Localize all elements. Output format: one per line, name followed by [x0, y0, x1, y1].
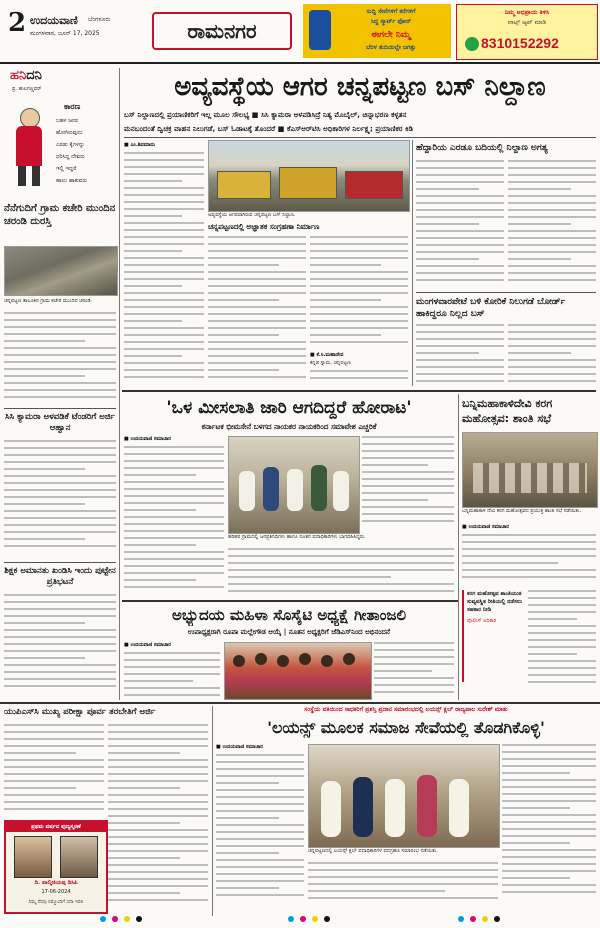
story4-headline: ಅಭ್ಯುದಯ ಮಹಿಳಾ ಸೊಸೈಟಿ ಅಧ್ಯಕ್ಷೆ ಗೀತಾಂಜಲಿ — [171, 606, 406, 624]
section-rule-1 — [122, 390, 596, 392]
drain-photo — [4, 246, 118, 296]
column-author: ಪ್ರ. ಹುಲಗಣ್ಣವರ್ — [12, 86, 42, 92]
bottom-left-body-2 — [108, 724, 208, 904]
lions-photo — [308, 744, 500, 848]
main-subhead-rule — [124, 137, 596, 138]
poem-line: ಧರಿಸಿದ್ದ ದೇವರು — [56, 154, 85, 160]
drain-photo-caption: ಚನ್ನಪಟ್ಟಣ ತಾಲೂಕಿನ ಗ್ರಾಮ ಕಚೇರಿ ಮುಂದಿನ ಚರಂಡಿ. — [4, 298, 93, 304]
advert-whatsapp-phone: 8310152292 — [481, 35, 559, 51]
story3-photo-caption: ಬನ್ನಿಮಹಾಕಾಳಿ ದೇವಿ ಕರಗ ಮಹೋತ್ಸವದ ಪ್ರಯುಕ್ತ ಶಾಂತಿ ಸಭೆ ನಡೆಯಿತು. — [462, 508, 582, 514]
story4-photo — [224, 642, 372, 700]
advert-whatsapp-line1: ನಿಮ್ಮ ಅಭಿಪ್ರಾಯ ತಿಳಿಸಿ — [504, 9, 550, 16]
main-side-byline: ■ ಕೆ.ಸಿ.ಮಹಾದೇವ — [310, 352, 344, 358]
dani-label: ದನಿ — [26, 68, 42, 83]
bottom-left-headline: ಯುಪಿಎಸ್‌ಸಿ ಮುಖ್ಯ ಪರೀಕ್ಷಾ ಪೂರ್ವ ತರಬೇತಿಗೆ ಅರ್ಜಿ — [4, 707, 156, 717]
bottom-divider — [212, 706, 213, 916]
story3-quote-author: ಪೊಲೀಸ್ ಅಧಿಕಾರಿ — [467, 618, 497, 624]
whatsapp-icon — [465, 37, 479, 51]
main-byline: ■ ಎಂ.ಶಿವಮಾದು — [124, 142, 156, 148]
story2-subhead: ಕರ್ನಾಟಕ ಭೀಮಸೇನೆ ಬಳಗದ ನಾಯಕರ ನಾಯಕರಿಂದ ಸಮಾವೇಶ ಎಚ್ಚರಿಕೆ — [201, 422, 377, 431]
main-headline: ಅವ್ಯವಸ್ಥೆಯ ಆಗರ ಚನ್ನಪಟ್ಟಣ ಬಸ್ ನಿಲ್ದಾಣ — [174, 72, 546, 102]
main-side-byline-2: ಕನ್ನಡ ಸ್ನಾಮ, ಚನ್ನಪಟ್ಟಣ — [310, 360, 351, 366]
obituary-portrait-2 — [60, 836, 98, 878]
advert-smartphone-line1: ಸುದ್ದಿ ಸೇವೆಗಳಿಗೆ ಕರೆಗಳಿಗೆ — [366, 8, 416, 15]
story2-right-divider — [458, 394, 459, 700]
bottom-right-kicker: ಸಂಸ್ಥೆಯ ವತಿಯಿಂದ ಸಾಧಕರಿಗೆ ಪ್ರಶಸ್ತಿ ಪ್ರದಾನ ಸಮಾರಂಭದಲ್ಲಿ ಲಯನ್ಸ್ ಕ್ಲಬ್ ರಾಜ್ಯಪಾಲ ಸುರೇಶ್ ಮಾತು — [304, 706, 508, 713]
sidebar-rule-1 — [4, 408, 116, 409]
bus-stand-caption: ಅವ್ಯವಸ್ಥೆಯ ಆಗರವಾಗಿರುವ ಚನ್ನಪಟ್ಟಣ ಬಸ್ ನಿಲ್ದಾಣ. — [208, 212, 296, 218]
paper-name: ಉದಯವಾಣಿ — [30, 14, 78, 27]
hani-dani-logo — [10, 68, 42, 83]
page-number: 2 — [8, 8, 27, 38]
story4-byline: ■ ಉದಯವಾಣಿ ಸಮಾಚಾರ — [124, 642, 171, 648]
right-headline-1: ಹೆದ್ದಾರಿಯ ಎರಡೂ ಬದಿಯಲ್ಲಿ ನಿಲ್ದಾಣ ಅಗತ್ಯ — [416, 143, 548, 153]
bottom-right-body-2 — [308, 862, 498, 904]
story2-body-1 — [124, 446, 224, 596]
advert-smartphone — [303, 4, 451, 58]
main-body-col-2 — [208, 236, 306, 384]
right-headline-2: ಮಂಗಳವಾರಪೇಟೆ ಬಳಿ ಕೋರಿಕೆ ನಿಲುಗಡೆ ಬೋರ್ಡ್ ಹಾಕಿದ್ದರೂ ನಿಲ್ಲದ ಬಸ್ — [416, 297, 566, 319]
story2-byline: ■ ಉದಯವಾಣಿ ಸಮಾಚಾರ — [124, 436, 171, 442]
main-body-col-1 — [124, 152, 204, 384]
section-rule-2 — [122, 600, 458, 602]
right-rule-1 — [416, 292, 596, 293]
main-inner-subhead: ಚನ್ನಪಟ್ಟಣದಲ್ಲಿ ಅಜ್ಞಾತಕ ಸಂಗ್ರಹಣಾ ನಿರ್ಮಾಣ — [208, 222, 320, 231]
bottom-right-body-3 — [502, 744, 596, 904]
lions-photo-caption: ಚನ್ನಪಟ್ಟಣದಲ್ಲಿ ಲಯನ್ಸ್ ಕ್ಲಬ್ ಪದಾಧಿಕಾರಿಗಳ ಪದಗ್ರಹಣ ಸಮಾರಂಭ ನಡೆಯಿತು. — [308, 848, 438, 854]
obituary-name: ದಿ. ವಾಲ್ಮೀಕಿಯಪ್ಪ ಡಿಸಿಪಿ — [34, 880, 78, 886]
sidebar-headline-1: ನೆನೆಗುದಿಗೆ ಗ್ರಾಮ ಕಚೇರಿ ಮುಂದಿನ ಚರಂಡಿ ದುರಸ್ತಿ — [4, 203, 116, 227]
bottom-right-byline: ■ ಉದಯವಾಣಿ ಸಮಾಚಾರ — [216, 744, 263, 750]
story2-photo-caption: ಹರಿಹರ ಗ್ರಾಮದಲ್ಲಿ ಜನಪ್ರತಿನಿಧಿಗಳು ಹಾಗೂ ನೂತನ ಪದಾಧಿಕಾರಿಗಳು ಭಾಗವಹಿಸಿದ್ದರು. — [228, 534, 366, 540]
sidebar-rule-2 — [4, 562, 116, 563]
advert-smartphone-line4: ಬೆರಳ ತುದಿಯಲ್ಲೇ ಜಗತ್ತು — [366, 44, 416, 51]
sidebar-body-2 — [4, 440, 116, 558]
hani-dani-column — [4, 68, 116, 294]
story3-body-1 — [462, 534, 596, 586]
story4-subhead: ಉಪಾಧ್ಯಕ್ಷರಾಗಿ ರೂಪಾ ಮಲ್ಲೇಗೌಡ ಆಯ್ಕೆ | ನೂತನ ಅಧ್ಯಕ್ಷರಿಗೆ ಜೆಡಿಎಸ್‌ನಿಂದ ಅಭಿನಂದನೆ — [187, 628, 391, 636]
advert-smartphone-line3: ಈಗಲೇ ನಿಮ್ಮ — [371, 30, 411, 40]
obituary-title: ಪ್ರಥಮ ವರ್ಷದ ಪುಣ್ಯಸ್ಮರಣೆ — [6, 822, 106, 832]
masthead-rule — [0, 62, 600, 64]
cartoon-figure — [8, 108, 50, 188]
story4-body-1 — [124, 652, 220, 700]
sidebar-divider — [119, 68, 120, 700]
issue-date: ಮಂಗಳವಾರ, ಜೂನ್ 17, 2025 — [30, 30, 100, 37]
main-body-col-4 — [310, 370, 408, 384]
story4-body-2 — [374, 642, 454, 698]
obituary-portrait-1 — [14, 836, 52, 878]
advert-whatsapp-line2: ವಾಟ್ಸ್ ಆ್ಯಪ್ ಮಾಡಿ — [507, 19, 547, 26]
bottom-left-body-1 — [4, 724, 104, 816]
phone-graphic — [309, 10, 331, 50]
obituary-footer: ನಿಮ್ಮ ನೆನಪು ನಮ್ಮೊಂದಿಗೆ ಸದಾ ಇರಲಿ — [28, 900, 84, 905]
story3-headline: ಬನ್ನಿಮಹಾಕಾಳಿದೇವಿ ಕರಗ ಮಹೋತ್ಸವ: ಶಾಂತಿ ಸಭೆ — [462, 397, 553, 425]
section-rule-3 — [0, 702, 600, 704]
story3-quote: ಕರಗ ಮಹೋತ್ಸವ ಶಾಂತಿಯುತ ಸುವ್ಯವಸ್ಥಿತ ರೀತಿಯಲ್ಲಿ ನಡೆಸಲು ಸಹಕಾರ ನೀಡಿ — [467, 591, 523, 613]
main-subhead-1: ಬಸ್ ನಿಲ್ದಾಣದಲ್ಲಿ ಪ್ರಯಾಣಿಕರಿಗೆ ಇಲ್ಲ ಮೂಲ ಸೌಲಭ್ಯ ■ ಸಿಸಿ ಕ್ಯಾಮರಾ ಅಳವಡಿಸಿದ್ರೆ ನಿತ್ಯ ಮೊಬೈಲ್, ಚಿನ್ನಾಭರಣ ಕಳ್ಳತನ — [124, 110, 407, 119]
story2-body-3 — [228, 548, 454, 596]
poem-line: ಹೋಗಿರುವುದು — [56, 130, 83, 136]
bottom-right-body-1 — [216, 754, 304, 904]
story3-body-2 — [528, 590, 596, 698]
advert-whatsapp — [456, 4, 598, 60]
story3-byline: ■ ಉದಯವಾಣಿ ಸಮಾಚಾರ — [462, 524, 509, 530]
story2-photo — [228, 436, 360, 534]
poem-title: ಕಾರಣ — [64, 102, 81, 111]
main-subhead-2: ಮನಬಂದಂತೆ ದ್ವಿಚಕ್ರ ವಾಹನ ನಿಲುಗಡೆ, ಬಸ್ ಓಡಾಟಕ್ಕೆ ತೊಂದರೆ ■ ಕೆಎಸ್ಆರ್‌ಟಿಸಿ ಅಧಿಕಾರಿಗಳ ನಿರ್ಲಕ್ಷ್ಯ; ಪ್ರಯಾಣಿಕರ ಕಿಡಿ — [124, 124, 414, 133]
hani-label: ಹನಿ — [10, 68, 27, 83]
poem-line: ಬಹಳ ಜನರ — [56, 118, 78, 124]
sidebar-headline-2: ಸಿಸಿ ಕ್ಯಾಮರಾ ಅಳವಡಿಕೆ ಟೆಂಡರಿಗೆ ಅರ್ಜಿ ಆಹ್ವಾನ — [5, 412, 115, 433]
right-body-2b — [508, 324, 596, 386]
obituary-date: 17-06-2024 — [41, 889, 71, 895]
advert-smartphone-line2: ಸಿದ್ಧ ಸ್ಮಾರ್ಟ್ ಫೋನ್ — [370, 18, 412, 25]
section-title: ರಾಮನಗರ — [152, 12, 292, 50]
story3-photo — [462, 432, 598, 508]
obituary-advert — [4, 820, 108, 914]
sidebar-body-1 — [4, 312, 116, 404]
right-body-1b — [508, 160, 596, 288]
poem-line: ಎರಡು ಕೈಗಳನ್ನು — [56, 142, 85, 148]
story3-quote-box — [462, 590, 527, 682]
masthead — [0, 0, 600, 62]
poem-line: ಇಲ್ಲಿ ಇದ್ದರೆ — [56, 166, 77, 172]
story2-headline: 'ಒಳ ಮೀಸಲಾತಿ ಜಾರಿ ಆಗದಿದ್ದರೆ ಹೋರಾಟ' — [166, 398, 412, 418]
bus-stand-photo — [208, 140, 410, 212]
main-body-col-3 — [310, 236, 408, 348]
right-body-1a — [416, 160, 504, 288]
right-body-2a — [416, 324, 504, 386]
color-registration-strip — [100, 914, 500, 924]
edition-label: ಬೆಂಗಳೂರು — [88, 16, 111, 23]
bottom-right-headline: 'ಲಯನ್ಸ್ ಮೂಲಕ ಸಮಾಜ ಸೇವೆಯಲ್ಲಿ ತೊಡಗಿಕೊಳ್ಳಿ' — [267, 718, 545, 737]
main-right-divider — [412, 140, 413, 386]
poem-line: ಹಾಲು ಹಾಕುವರು — [56, 178, 87, 184]
sidebar-headline-3: ಶಿಕ್ಷಕ ಅಮಾನತು ಖಂಡಿಸಿ ಇಂದು ಪುಟ್ಟೇನ ಪ್ರತಿಭಟನೆ — [4, 566, 116, 587]
sidebar-body-3 — [4, 594, 116, 696]
story2-body-2 — [362, 436, 454, 532]
